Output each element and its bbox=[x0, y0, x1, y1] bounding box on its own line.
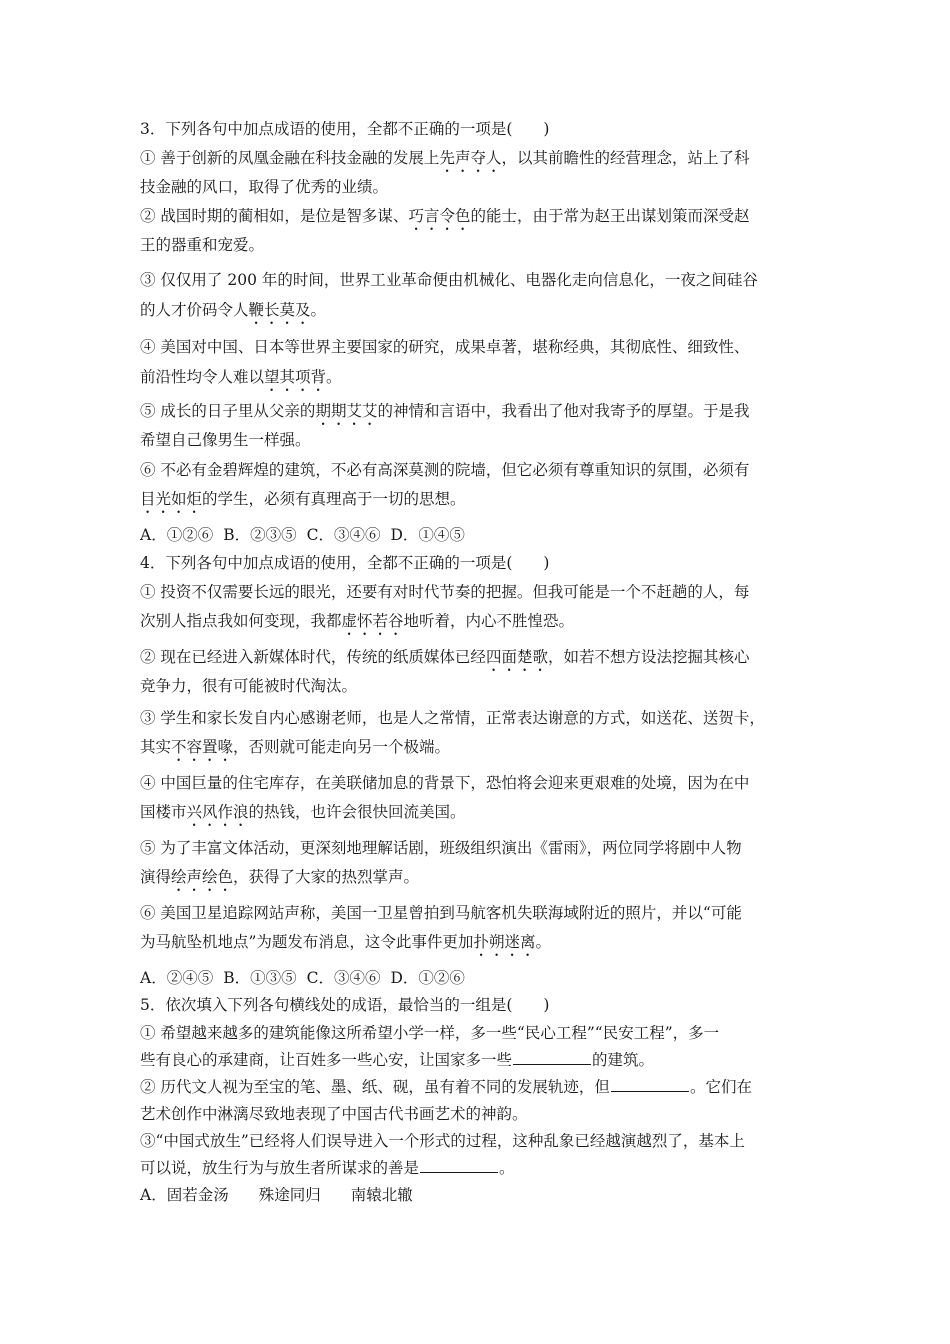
q3-options bbox=[140, 524, 475, 546]
q3-item-6-idiom: 目光如炬 bbox=[140, 490, 203, 508]
answer-blank-1 bbox=[513, 1050, 591, 1065]
q3-item-6-line-1: ⑥ 不必有金碧辉煌的建筑，不必有高深莫测的院墙，但它必须有尊重知识的氛围，必须有 bbox=[140, 461, 750, 479]
q3-item-5-line-1: ⑤ 成长的日子里从父亲的期期艾艾的神情和言语中，我看出了他对我寄予的厚望。于是我 bbox=[140, 402, 750, 420]
question-3-stem: 3．下列各句中加点成语的使用，全都不正确的一项是( ) bbox=[140, 120, 550, 138]
q3-item-3-line-1: ③ 仅仅用了 200 年的时间，世界工业革命便由机械化、电器化走向信息化，一夜之间硅谷 bbox=[140, 271, 758, 289]
q3-item-1-line-2: 技金融的风口，取得了优秀的业绩。 bbox=[140, 178, 389, 196]
q4-item-5-idiom: 绘声绘色 bbox=[171, 868, 234, 886]
q3-item-3-idiom: 鞭长莫及 bbox=[248, 301, 311, 319]
q5-item-3-line-1: ③“中国式放生”已经将人们误导进入一个形式的过程，这种乱象已经越演越烈了，基本上 bbox=[140, 1132, 745, 1150]
q3-option-c: C．③④⑥ bbox=[306, 526, 381, 544]
q4-item-5-line-1: ⑤ 为了丰富文体活动，更深刻地理解话剧，班级组织演出《雷雨》，两位同学将剧中人物 bbox=[140, 839, 742, 857]
question-4-stem: 4．下列各句中加点成语的使用，全都不正确的一项是( ) bbox=[140, 554, 550, 572]
q5-item-2-line-2: 艺术创作中淋漓尽致地表现了中国古代书画艺术的神韵。 bbox=[140, 1105, 528, 1123]
q4-item-3-idiom: 不容置喙 bbox=[171, 738, 234, 756]
q4-item-2-idiom: 四面楚歌 bbox=[485, 648, 548, 666]
q4-item-6-line-1: ⑥ 美国卫星追踪网站声称，美国一卫星曾拍到马航客机失联海域附近的照片，并以“可能 bbox=[140, 904, 742, 922]
q4-item-3-line-1: ③ 学生和家长发自内心感谢老师，也是人之常情，正常表达谢意的方式，如送花、送贺卡， bbox=[140, 709, 765, 727]
q5-item-2-line-1: ② 历代文人视为至宝的笔、墨、纸、砚，虽有着不同的发展轨迹，但 。它们在 bbox=[140, 1078, 752, 1096]
q5-item-3-line-2: 可以说，放生行为与放生者所谋求的善是 。 bbox=[140, 1159, 515, 1177]
q4-item-2-line-1: ② 现在已经进入新媒体时代，传统的纸质媒体已经四面楚歌，如若不想方设法挖掘其核心 bbox=[140, 648, 750, 666]
q4-item-3-line-2: 其实不容置喙，否则就可能走向另一个极端。 bbox=[140, 738, 451, 756]
q4-item-1-line-2: 次别人指点我如何变现，我都虚怀若谷地听着，内心不胜惶恐。 bbox=[140, 612, 575, 630]
q4-item-4-idiom: 兴风作浪 bbox=[186, 803, 249, 821]
q3-item-4-line-2: 前沿性均令人难以望其项背。 bbox=[140, 368, 342, 386]
q3-item-4-idiom: 望其项背 bbox=[264, 368, 327, 386]
q3-item-3-line-2: 的人才价码令人鞭长莫及。 bbox=[140, 301, 327, 319]
q4-item-6-idiom: 扑朔迷离 bbox=[473, 933, 536, 951]
q4-option-c: C．③④⑥ bbox=[306, 969, 381, 987]
q3-item-1-line-1: ① 善于创新的凤凰金融在科技金融的发展上先声夺人，以其前瞻性的经营理念，站上了科 bbox=[140, 149, 750, 167]
q4-item-4-line-2: 国楼市兴风作浪的热钱，也许会很快回流美国。 bbox=[140, 803, 466, 821]
q5-item-1-line-1: ① 希望越来越多的建筑能像这所希望小学一样，多一些“民心工程”“民安工程”，多一 bbox=[140, 1024, 720, 1042]
q3-item-2-line-1: ② 战国时期的蔺相如，是位是智多谋、巧言令色的能士，由于常为赵王出谋划策而深受赵 bbox=[140, 207, 750, 225]
q4-options bbox=[140, 967, 475, 989]
q4-item-1-line-1: ① 投资不仅需要长远的眼光，还要有对时代节奏的把握。但我可能是一个不赶趟的人，每 bbox=[140, 583, 750, 601]
q3-option-a: A．①②⑥ bbox=[140, 526, 214, 544]
q3-item-2-idiom: 巧言令色 bbox=[408, 207, 471, 225]
q4-item-4-line-1: ④ 中国巨量的住宅库存，在美联储加息的背景下，恐怕将会迎来更艰难的处境，因为在中 bbox=[140, 774, 750, 792]
answer-blank-3 bbox=[420, 1158, 498, 1173]
question-5-stem: 5．依次填入下列各句横线处的成语，最恰当的一组是( ) bbox=[140, 996, 550, 1014]
q4-option-d: D．①②⑥ bbox=[390, 969, 465, 987]
q3-option-b: B．②③⑤ bbox=[223, 526, 297, 544]
q3-item-5-idiom: 期期艾艾 bbox=[315, 402, 378, 420]
q3-item-6-line-2: 目光如炬的学生，必须有真理高于一切的思想。 bbox=[140, 490, 466, 508]
q3-option-d: D．①④⑤ bbox=[390, 526, 465, 544]
answer-blank-2 bbox=[611, 1077, 689, 1092]
q3-item-5-line-2: 希望自己像男生一样强。 bbox=[140, 431, 311, 449]
q4-item-1-idiom: 虚怀若谷 bbox=[341, 612, 404, 630]
q4-item-5-line-2: 演得绘声绘色，获得了大家的热烈掌声。 bbox=[140, 868, 420, 886]
q4-option-a: A．②④⑤ bbox=[140, 969, 214, 987]
q3-item-1-idiom: 先声夺人 bbox=[439, 149, 502, 167]
q5-option-a: A．固若金汤 殊途同归 南辕北辙 bbox=[140, 1186, 413, 1204]
q4-option-b: B．①③⑤ bbox=[223, 969, 297, 987]
q4-item-2-line-2: 竞争力，很有可能被时代淘汰。 bbox=[140, 677, 358, 695]
q3-item-2-line-2: 王的器重和宠爱。 bbox=[140, 236, 265, 254]
q3-item-4-line-1: ④ 美国对中国、日本等世界主要国家的研究，成果卓著，堪称经典，其彻底性、细致性、 bbox=[140, 338, 750, 356]
q4-item-6-line-2: 为马航坠机地点”为题发布消息，这令此事件更加扑朔迷离。 bbox=[140, 933, 551, 951]
q5-item-1-line-2: 些有良心的承建商，让百姓多一些心安，让国家多一些 的建筑。 bbox=[140, 1051, 655, 1069]
